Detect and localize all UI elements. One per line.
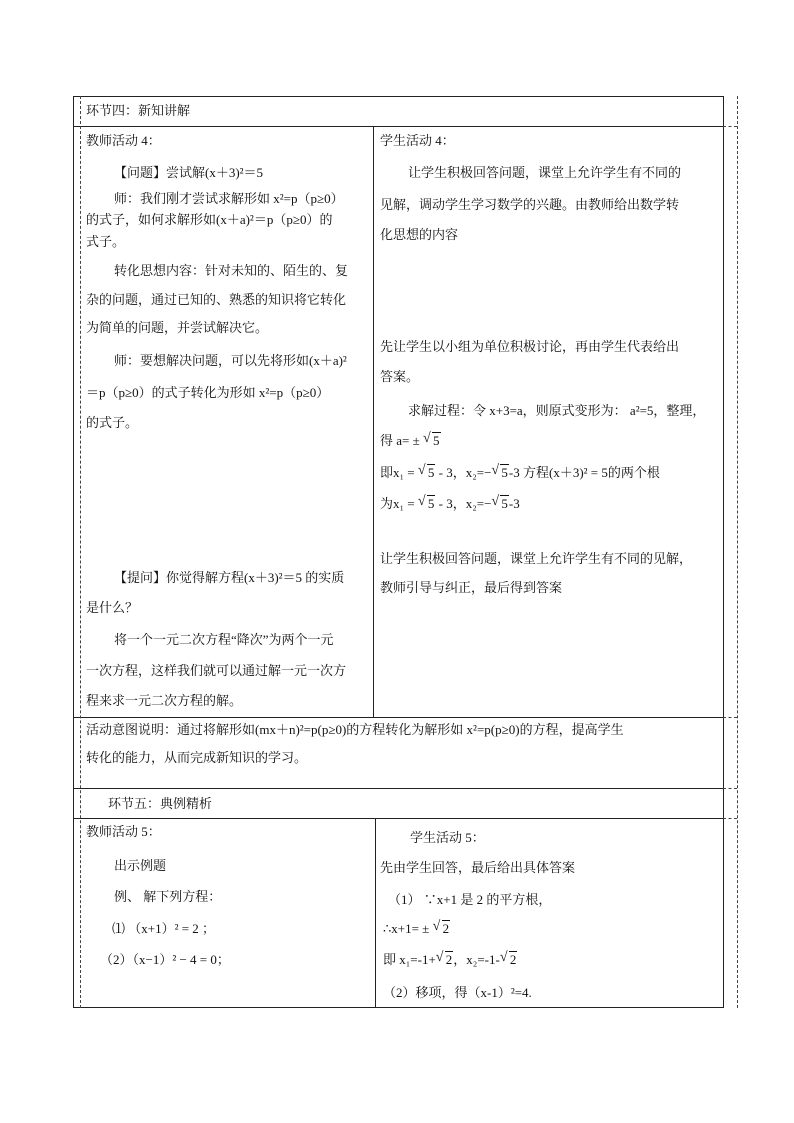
sqrt-radicand: 2 <box>442 921 450 936</box>
margin-guide <box>737 96 738 1008</box>
row-divider <box>73 788 723 789</box>
margin-guide <box>723 717 737 718</box>
margin-guide <box>723 818 737 819</box>
sqrt-symbol <box>436 953 454 966</box>
row-divider <box>73 717 723 718</box>
column-divider <box>375 818 376 1007</box>
teacher-text: ⑴ （x+1）² = 2 ； <box>112 921 216 936</box>
margin-guide <box>80 96 81 1008</box>
teacher-text: 一次方程，这样我们就可以通过解一元一次方 <box>86 663 347 678</box>
teacher-text: 程来求一元二次方程的解。 <box>86 693 243 708</box>
sqrt-radicand: 5 <box>427 496 435 511</box>
section4-header: 环节四：新知讲解 <box>86 103 191 118</box>
teacher-text: 式子。 <box>86 234 126 249</box>
teacher-text: 的式子。 <box>86 415 139 430</box>
student-text-part: 即 x₁=-1+ <box>383 952 436 967</box>
teacher-text: 为简单的问题，并尝试解决它。 <box>86 320 269 335</box>
teacher-text: 【问题】尝试解(x＋3)²＝5 <box>114 165 264 180</box>
table-bottom-border <box>73 1007 723 1008</box>
student-text <box>380 434 441 447</box>
student-text-part: -3 方程(x＋3)² = 5的两个根 <box>508 465 660 480</box>
teacher-text: 【提问】你觉得解方程(x＋3)²＝5 的实质 <box>114 570 345 585</box>
table-top-border <box>73 96 723 97</box>
student-text-part: ，x₂=-1- <box>453 952 500 967</box>
activity-intent: 转化的能力，从而完成新知识的学习。 <box>86 750 308 765</box>
sqrt-symbol <box>423 434 441 447</box>
teacher-text: ＝p（p≥0）的式子转化为形如 x²=p（p≥0） <box>86 385 330 400</box>
sqrt-symbol <box>491 466 509 479</box>
student-text <box>380 497 520 510</box>
sqrt-radicand: 2 <box>509 952 517 967</box>
student-text <box>383 953 517 966</box>
student-text: 见解，调动学生学习数学的兴趣。由教师给出数学转 <box>380 197 680 212</box>
sqrt-radicand: 5 <box>427 465 435 480</box>
teacher-text: （2）（x−1）² − 4 = 0； <box>100 952 230 967</box>
student-text-part: -3 <box>508 496 520 511</box>
student-text: 求解过程：令 x+3=a，则原式变形为： a²=5，整理， <box>408 403 706 418</box>
student-text-part: 为x₁ = <box>380 496 415 511</box>
sqrt-radicand: 5 <box>501 496 508 511</box>
margin-guide <box>723 126 737 127</box>
teacher-text: 将一个一元二次方程“降次”为两个一元 <box>114 632 334 647</box>
student-activity-title: 学生活动 4： <box>380 133 455 148</box>
student-text: 先由学生回答，最后给出具体答案 <box>380 860 576 875</box>
student-text: 教师引导与纠正，最后得到答案 <box>380 580 563 595</box>
sqrt-symbol <box>491 497 509 510</box>
margin-guide <box>723 788 737 789</box>
student-text <box>380 466 660 479</box>
table-right-border <box>723 96 724 1008</box>
column-divider <box>373 126 374 717</box>
student-text: （2）移项，得（x-1）²=4. <box>383 985 532 1000</box>
teacher-text: 出示例题 <box>114 858 167 873</box>
student-text: 答案。 <box>380 369 420 384</box>
teacher-text: 师：要想解决问题，可以先将形如(x＋a)² <box>114 353 347 368</box>
sqrt-radicand: 5 <box>501 465 508 480</box>
row-divider <box>73 818 723 819</box>
sqrt-radicand: 5 <box>433 433 440 448</box>
teacher-text: 师：我们刚才尝试求解形如 x²=p（p≥0） <box>114 191 344 206</box>
student-text-part: ∴x+1= ± <box>383 921 430 936</box>
student-text-part: - 3，x₂=− <box>438 465 492 480</box>
teacher-activity-title: 教师活动 5： <box>86 824 161 839</box>
teacher-text: 是什么？ <box>86 600 139 615</box>
teacher-text: 转化思想内容：针对未知的、陌生的、复 <box>114 263 349 278</box>
sqrt-symbol <box>418 497 436 510</box>
student-text: 让学生积极回答问题，课堂上允许学生有不同的 <box>408 165 682 180</box>
student-text-part: 即x₁ = <box>380 465 415 480</box>
student-text: 先让学生以小组为单位积极讨论，再由学生代表给出 <box>380 339 680 354</box>
student-text-part: - 3，x₂=− <box>438 496 492 511</box>
section5-header: 环节五：典例精析 <box>108 796 213 811</box>
row-divider <box>73 126 723 127</box>
teacher-text: 例、 解下列方程： <box>114 889 222 904</box>
table-left-border <box>73 96 74 1008</box>
student-text: （1） ∵x+1 是 2 的平方根， <box>388 892 552 907</box>
sqrt-symbol <box>433 922 451 935</box>
activity-intent: 活动意图说明：通过将解形如(mx＋n)²=p(p≥0)的方程转化为解形如 x²=p(p≥0)的方程，提高学生 <box>86 722 624 737</box>
teacher-activity-title: 教师活动 4： <box>86 133 161 148</box>
student-text: 让学生积极回答问题，课堂上允许学生有不同的见解， <box>380 551 693 566</box>
sqrt-symbol <box>418 466 436 479</box>
student-text-part: 得 a= ± <box>380 433 420 448</box>
student-text: 化思想的内容 <box>380 227 459 242</box>
teacher-text: 杂的问题，通过已知的、熟悉的知识将它转化 <box>86 292 347 307</box>
teacher-text: 的式子，如何求解形如(x＋a)²＝p（p≥0）的 <box>86 212 333 227</box>
sqrt-radicand: 2 <box>445 952 453 967</box>
student-activity-title: 学生活动 5： <box>410 830 485 845</box>
sqrt-symbol <box>500 953 518 966</box>
student-text <box>383 922 450 935</box>
